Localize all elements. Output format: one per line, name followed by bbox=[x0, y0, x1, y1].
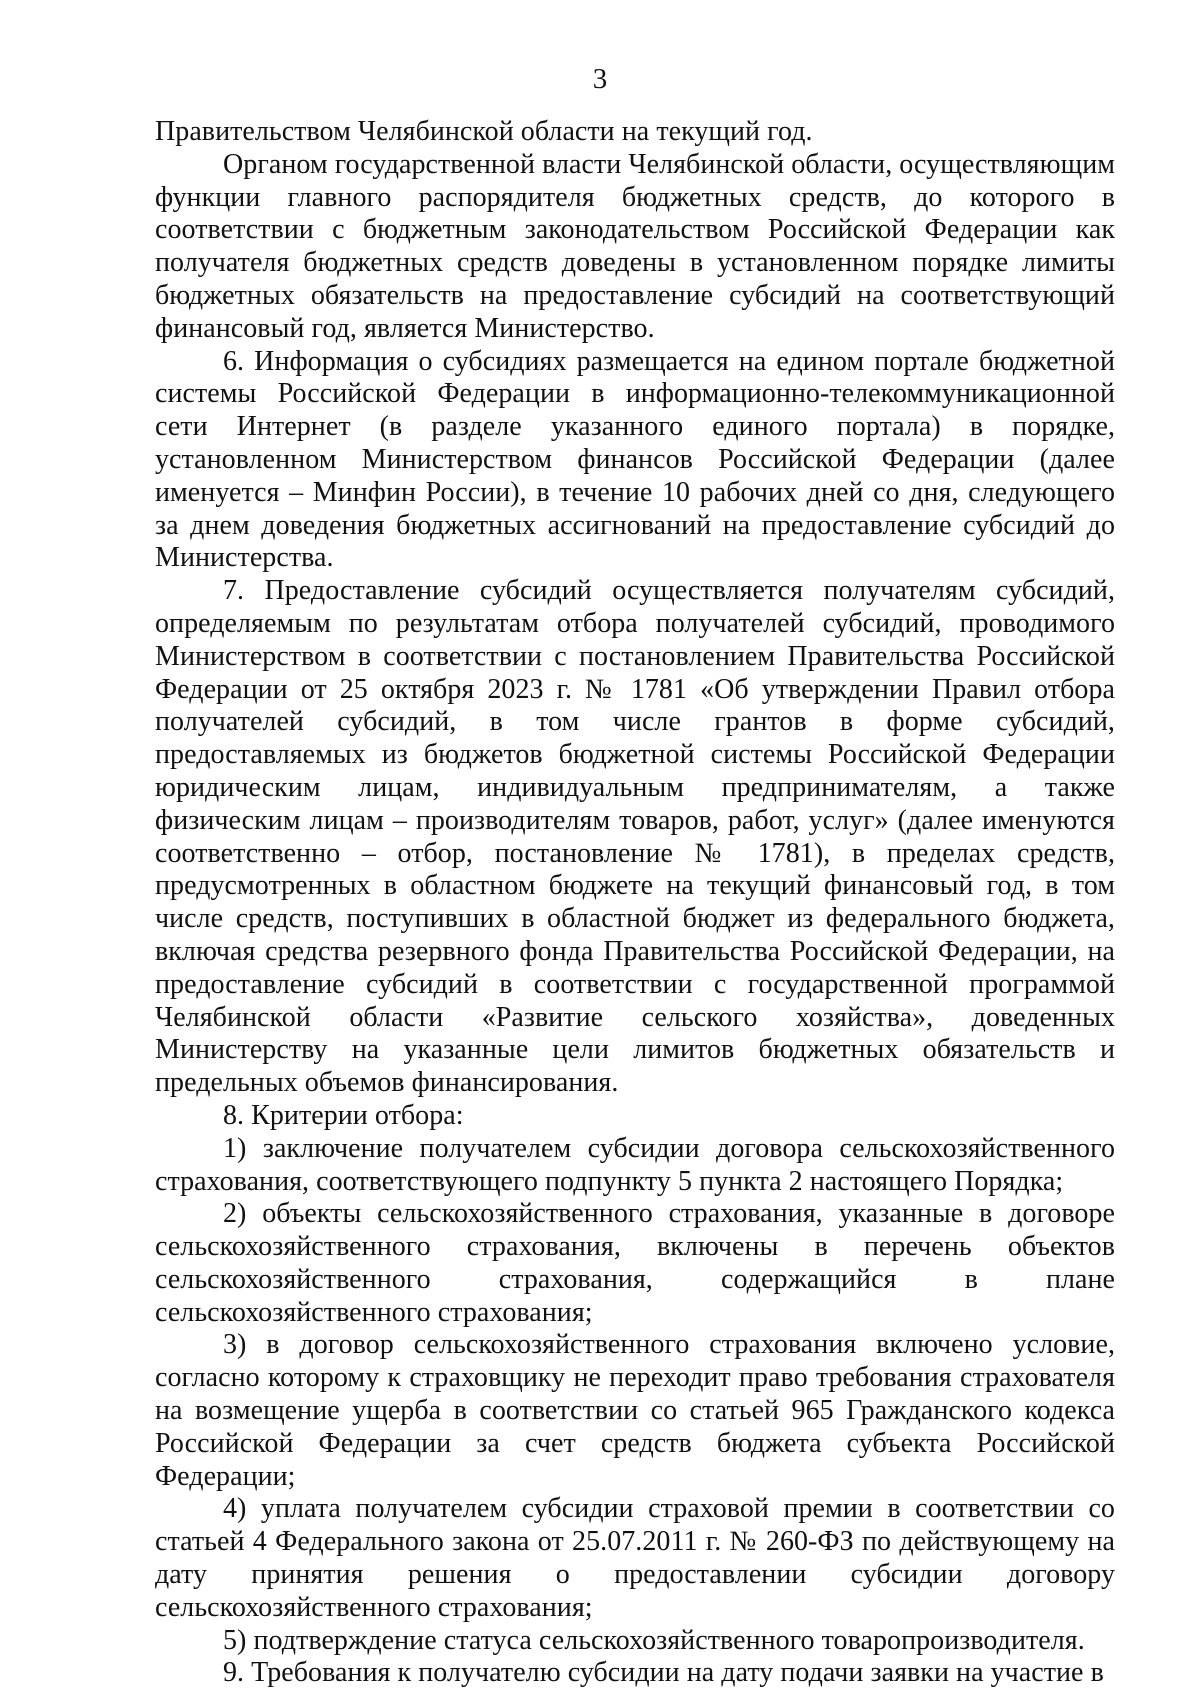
document-body bbox=[155, 116, 1115, 1690]
criterion-5: 5) подтверждение статуса сельскохозяйственного товаропроизводителя. bbox=[223, 1624, 1085, 1656]
criterion-3: 3) в договор сельскохозяйственного страхования включено условие, согласно которому к страховщику не переходит право требования страхователя на возмещение ущерба в соответствии со статьей 965 Гражданского кодекса Российской Федерации за счет средств бюджета субъекта Российской Федерации; bbox=[155, 1329, 1115, 1492]
paragraph-9: 9. Требования к получателю субсидии на дату подачи заявки на участие в bbox=[223, 1657, 1104, 1689]
paragraph-7: 7. Предоставление субсидий осуществляется получателям субсидий, определяемым по результатам отбора получателей субсидий, проводимого Министерством в соответствии с постановлением Правительства Российской Федерации от 25 октября 2023 г. № 1781 «Об утверждении Правил отбора получателей субсидий, в том числе грантов в форме субсидий, предоставляемых из бюджетов бюджетной системы Российской Федерации юридическим лицам, индивидуальным предпринимателям, а также физическим лицам – производителям товаров, работ, услуг» (далее именуются соответственно – отбор, постановление № 1781), в пределах средств, предусмотренных в областном бюджете на текущий финансовый год, в том числе средств, поступивших в областной бюджет из федерального бюджета, включая средства резервного фонда Правительства Российской Федерации, на предоставление субсидий в соответствии с государственной программой Челябинской области «Развитие сельского хозяйства», доведенных Министерству на указанные цели лимитов бюджетных обязательств и предельных объемов финансирования. bbox=[155, 575, 1115, 1099]
paragraph-6: 6. Информация о субсидиях размещается на едином портале бюджетной системы Российской Федерации в информационно-телекоммуникационной сети Интернет (в разделе указанного единого портала) в порядке, установленном Министерством финансов Российской Федерации (далее именуется – Минфин России), в течение 10 рабочих дней со дня, следующего за днем доведения бюджетных ассигнований на предоставление субсидий до Министерства. bbox=[155, 345, 1115, 574]
paragraph-8-heading: 8. Критерии отбора: bbox=[223, 1099, 464, 1131]
criterion-1: 1) заключение получателем субсидии договора сельскохозяйственного страхования, соответствующего подпункту 5 пункта 2 настоящего Порядка; bbox=[155, 1132, 1115, 1197]
paragraph-continuation: Правительством Челябинской области на текущий год. bbox=[155, 116, 813, 147]
criterion-2: 2) объекты сельскохозяйственного страхования, указанные в договоре сельскохозяйственного страхования, включены в перечень объектов сельскохозяйственного страхования, содержащийся в плане сельскохозяйственного страхования; bbox=[155, 1198, 1115, 1328]
criterion-4: 4) уплата получателем субсидии страховой премии в соответствии со статьей 4 Федерального закона от 25.07.2011 г. № 260-ФЗ по действующему на дату принятия решения о предоставлении субсидии договору сельскохозяйственного страхования; bbox=[155, 1493, 1115, 1623]
page-number: 3 bbox=[592, 63, 608, 95]
paragraph-ministry-authority: Органом государственной власти Челябинской области, осуществляющим функции главного распорядителя бюджетных средств, до которого в соответствии с бюджетным законодательством Российской Федерации как получателя бюджетных средств доведены в установленном порядке лимиты бюджетных обязательств на предоставление субсидий на соответствующий финансовый год, является Министерство. bbox=[155, 148, 1115, 344]
